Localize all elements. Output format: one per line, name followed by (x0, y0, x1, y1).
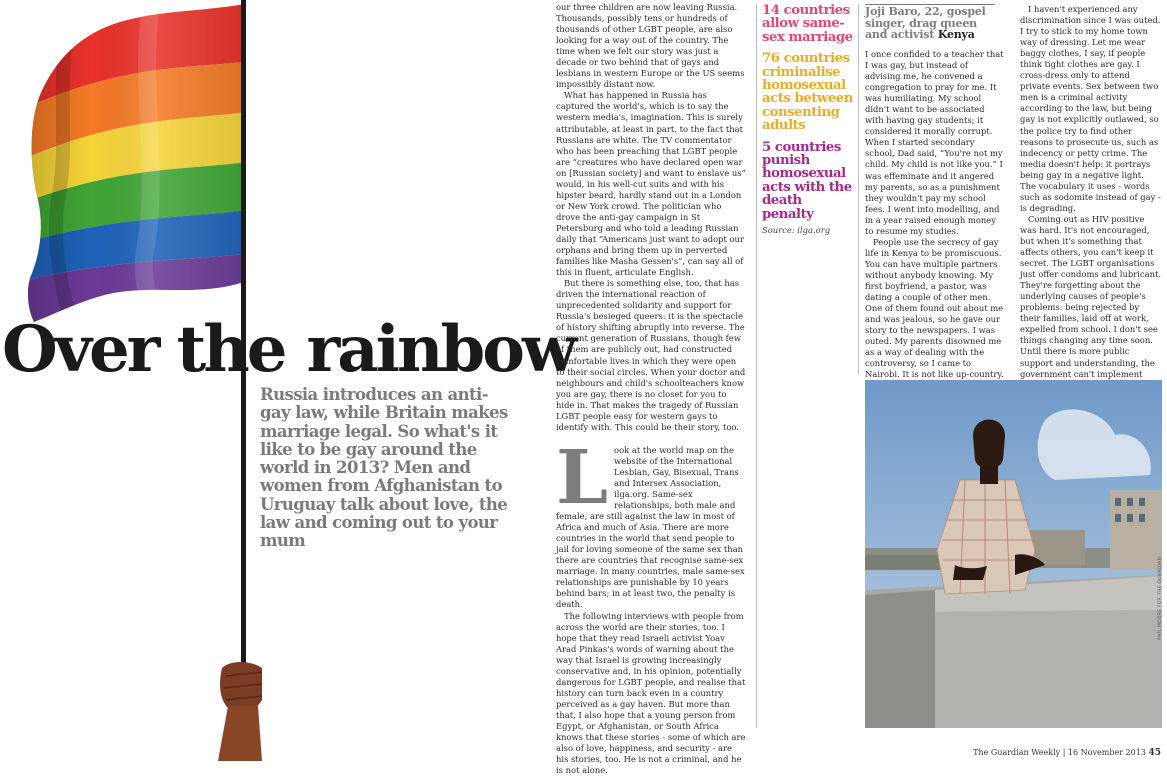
body-paragraph: But there is something else, too, that has driven the international reaction of unprecedented solidarity and support for Russia's besieged queers: it is the spectacle of history shifting abruptly into reverse. The current generation of Russians, though few of them are publicly out, had constructed comfortable lives in which they were open to their social circles. When your doctor and neighbours and child's schoolteachers know you are gay, there is no closet for you to hide in. That makes the tragedy of Russian LGBT people easy for western gays to identify with. This could be their story, too. (556, 278, 746, 432)
profile-paragraph: Coming out as HIV positive was hard. It's not encouraged, but when it's something that affects others, you can't keep it secret. The LGBT organisations just offer condoms and lubricant. They're forgetting about the underlying causes of people's problems: being rejected by their families, laid off at work, expelled from school. I don't see things changing any time soon. Until there is more public support and understanding, the government can't implement (1020, 214, 1162, 413)
headline-left: Over the (2, 312, 285, 387)
profile-column-right (1020, 4, 1162, 413)
body-paragraph-dropcap (556, 434, 746, 611)
byline-country: Kenya (937, 28, 975, 42)
dropcap-paragraph-text: ook at the world map on the website of the International Lesbian, Gay, Bisexual, Trans and Intersex Association, ilga.org. Same-sex relationships, both male and female, are still against the law in most of Africa and much of Asia. There are more countries in the world that send people to jail for loving someone of the same sex than there are countries that recognise same-sex marriage. In many countries, male same-sex relationships are punishable by 10 years behind bars; in at least two, the penalty is death. (556, 444, 745, 610)
profile-byline (865, 6, 995, 41)
page-footer (973, 748, 1161, 758)
portrait-photo (865, 380, 1162, 728)
body-paragraph: our three children are now leaving Russia. Thousands, possibly tens or hundreds of thousands of other LGBT people, are also looking for a way out of the country. The time when we felt our story was just a decade or two behind that of gays and lesbians in western Europe or the US seems impossibly distant now. (556, 2, 745, 90)
footer-publication: The Guardian Weekly | 16 November 2013 (973, 748, 1146, 757)
stat-criminalise: 76 countries criminalise homosexual acts between consenting adults (762, 51, 853, 134)
photo-credit: PHIL MOORE FOR THE GUARDIAN (1158, 556, 1163, 640)
stat-death-penalty: 5 countries punish homosexual acts with the death penalty (762, 139, 852, 222)
dropcap-letter: L (556, 434, 609, 521)
body-paragraph: The following interviews with people from across the world are their stories, too. I hope that they read Israeli activist Yoav Arad Pinkas's words of warning about the way that Israel is growing increasingly conservative and, in his opinion, potentially dangerous for LGBT people, and realise that history can turn back even in a country perceived as a gay haven. But more than that, I also hope that a young person from Egypt, or Afghanistan, or South Africa knows that these stories - some of which are also of love, happiness, and security - are his stories, too. He is not a criminal, and he is not alone. (556, 610, 746, 776)
stats-source: Source: ilga.org (762, 225, 831, 236)
headline (2, 312, 575, 387)
profile-paragraph: I haven't experienced any discrimination since I was outed. I try to stick to my home town way of dressing. Let me wear baggy clothes, I say, if people think tight clothes are gay. I cross-dress only to attend private events. Sex between two men is a criminal activity according to the law, but being gay is not explicitly outlawed, so the police try to find other reasons to prosecute us, such as indecency or petty crime. The media doesn't help: it portrays being gay in a negative light. The vocabulary it uses - words such as sodomite instead of gay - is degrading. (1020, 4, 1161, 213)
headline-right: rainbow (306, 312, 575, 387)
standfirst: Russia introduces an anti-gay law, while Britain makes marriage legal. So what's it like to be gay around the world in 2013? Men and women from Afghanistan to Uruguay talk about love, the law and coming out to your mum (260, 385, 508, 551)
main-article-column (556, 2, 746, 776)
stats-sidebar (762, 4, 854, 235)
profile-paragraph: People use the secrecy of gay life in Kenya to be promiscuous. You can have multiple partners without anybody knowing. My first boyfriend, a pastor, was dating a couple of other men. One of them found out about me and was jealous, so he gave our story to the newspapers. I was outed. My parents disowned me as a way of dealing with the controversy, so I came to Nairobi. It is not like up-country. (865, 236, 1004, 380)
body-paragraph: What has happened in Russia has captured the world's, which is to say the western media's, imagination. This is surely attributable, at least in part, to the fact that Russians are white. The TV commentator who has been preaching that LGBT people are “creatures who have declared open war on [Russian society] and want to enslave us” would, in his well-cut suits and with his hipster beard, hardly stand out in a London or New York crowd. The politician who drove the anti-gay campaign in St Petersburg and who told a leading Russian daily that “Americans just want to adopt our orphans and bring them up in perverted families like Masha Gessen's”, can say all of this in fluent, articulate English. (556, 90, 746, 278)
column-divider (858, 4, 859, 374)
profile-paragraph: I once confided to a teacher that I was gay, but instead of advising me, he convened a congregation to pray for me. It was humiliating. My school didn't want to be associated with having gay students; it considered it morally corrupt. When I started secondary school, Dad said, “You're not my child. My child is not like you.” I was effeminate and it angered my parents, so as a punishment they wouldn't pay my school fees. I went into modelling, and in a year raised enough money to resume my studies. (865, 49, 1004, 236)
stat-same-sex-marriage: 14 countries allow same-sex marriage (762, 3, 853, 45)
page-number: 45 (1148, 748, 1161, 758)
profile-column-left (865, 49, 1005, 414)
byline-text: Joji Baro, 22, gospel singer, drag queen and activist (865, 5, 986, 42)
column-divider (756, 4, 757, 728)
